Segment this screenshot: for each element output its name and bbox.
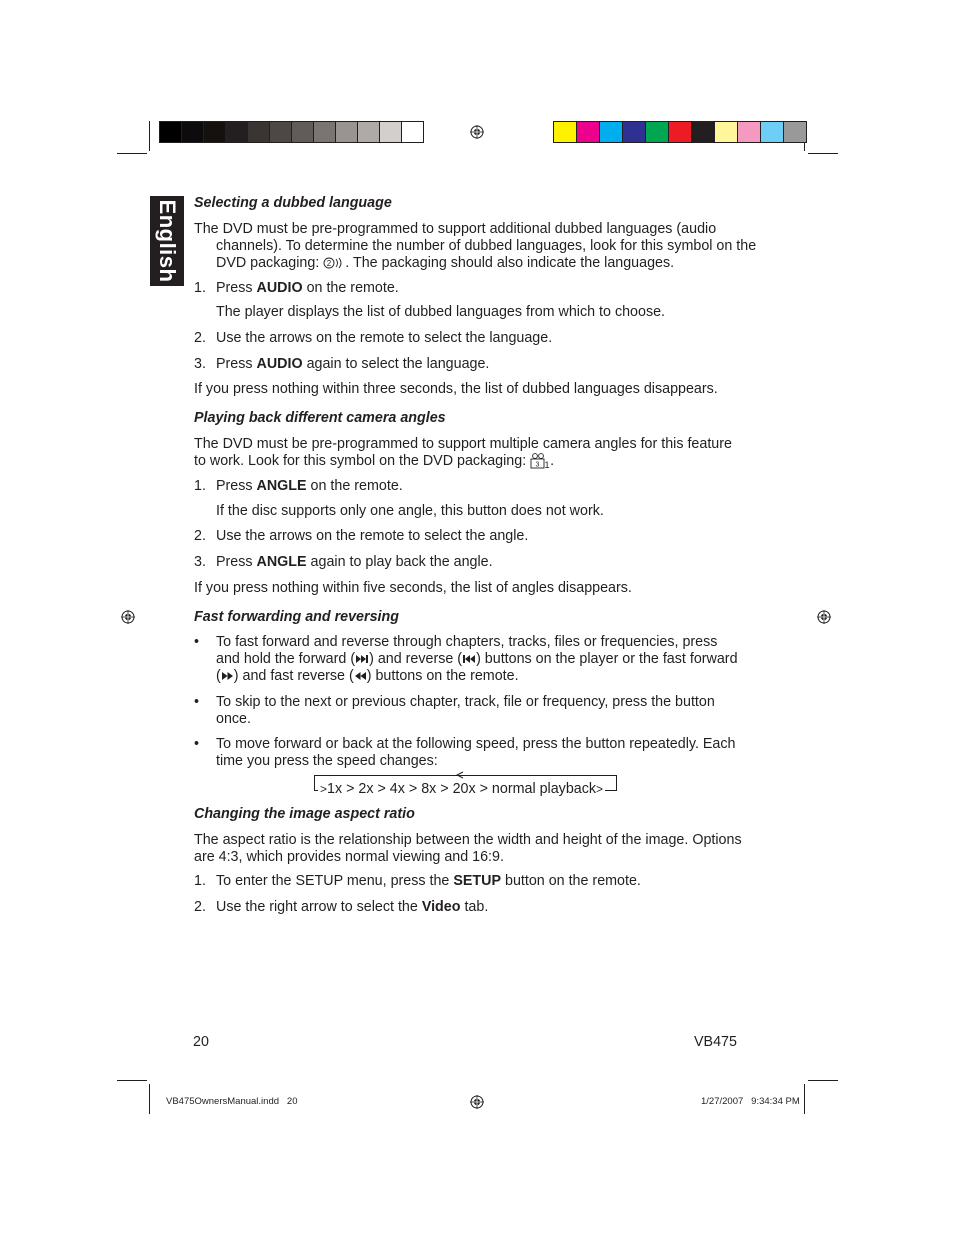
color-swatch (668, 122, 691, 142)
bullet-text-part: ) buttons on the remote. (366, 668, 519, 684)
button-name: SETUP (453, 873, 502, 889)
step-number: 1. (194, 280, 206, 296)
step-note: If the disc supports only one angle, this button does not work. (216, 503, 604, 519)
audio-channels-icon (323, 257, 345, 269)
color-swatch (313, 122, 335, 142)
color-swatch (379, 122, 401, 142)
camera-angle-icon (530, 453, 550, 469)
step-text: Press (216, 356, 257, 372)
color-swatch (760, 122, 783, 142)
color-swatch (714, 122, 737, 142)
color-swatch (622, 122, 645, 142)
color-swatch (576, 122, 599, 142)
section-heading: Playing back different camera angles (194, 410, 446, 426)
crop-mark (117, 1080, 147, 1081)
color-swatch (691, 122, 714, 142)
list-item (194, 694, 724, 728)
crop-mark (149, 1084, 150, 1114)
color-swatch (247, 122, 269, 142)
step-number: 3. (194, 554, 206, 570)
svg-text:1: 1 (544, 460, 550, 470)
color-swatch (401, 122, 423, 142)
step-text: Press (216, 280, 257, 296)
crop-mark (149, 121, 150, 151)
language-tab-label: English (155, 199, 180, 283)
step-text: on the remote. (306, 478, 403, 494)
registration-target-icon (470, 1095, 484, 1109)
list-item (194, 280, 399, 297)
step-number: 2. (194, 528, 206, 544)
list-item (194, 330, 552, 347)
color-swatch (554, 122, 576, 142)
step-note: The player displays the list of dubbed languages from which to choose. (216, 304, 666, 320)
slug-timestamp: 1/27/2007 9:34:34 PM (701, 1096, 800, 1107)
section-intro: The aspect ratio is the relationship between the width and height of the image. Options are 4:3, which provides normal viewing and 16:9. (194, 832, 742, 865)
button-name: ANGLE (256, 554, 307, 570)
process-color-bar (553, 121, 807, 143)
color-swatch (783, 122, 806, 142)
tab-name: Video (421, 899, 461, 915)
color-swatch (225, 122, 247, 142)
registration-target-icon (817, 610, 831, 624)
color-swatch (335, 122, 357, 142)
intro-text-end: . (550, 453, 555, 469)
step-text: button on the remote. (501, 873, 641, 889)
slug-filename: VB475OwnersManual.indd 20 (166, 1096, 298, 1107)
list-item (194, 528, 528, 545)
color-swatch (357, 122, 379, 142)
page-number: 20 (193, 1034, 209, 1050)
skip-back-icon (462, 654, 476, 664)
color-swatch (181, 122, 203, 142)
list-item (194, 356, 489, 373)
step-text: Use the arrows on the remote to select the angle. (216, 528, 529, 544)
section-intro (194, 436, 742, 470)
bullet-text: To skip to the next or previous chapter, track, file or frequency, press the button once. (216, 694, 715, 727)
crop-mark (808, 1080, 838, 1081)
list-item (194, 899, 488, 916)
step-number: 1. (194, 478, 206, 494)
list-item (194, 736, 742, 770)
step-text: again to select the language. (302, 356, 490, 372)
bullet-text-part: ) and reverse ( (369, 651, 463, 667)
bullet-text-part: ) and fast reverse ( (233, 668, 354, 684)
button-name: AUDIO (256, 280, 303, 296)
speed-sequence-text: 1x > 2x > 4x > 8x > 20x > normal playback (327, 781, 597, 797)
speed-sequence: >1x > 2x > 4x > 8x > 20x > normal playback> (320, 781, 604, 797)
bullet-text: To move forward or back at the following speed, press the button repeatedly. Each time you press the speed changes: (216, 736, 736, 769)
bullet-text-part: ) buttons on the player or the fast forward ( (216, 651, 738, 684)
registration-target-icon (470, 125, 484, 139)
step-text: Press (216, 478, 257, 494)
grayscale-color-bar (159, 121, 424, 143)
fast-forward-icon (221, 671, 234, 681)
section-heading: Selecting a dubbed language (194, 195, 392, 211)
crop-mark (804, 1084, 805, 1114)
color-swatch (599, 122, 622, 142)
list-item (194, 554, 493, 571)
color-swatch (737, 122, 760, 142)
language-tab (150, 196, 184, 286)
button-name: ANGLE (256, 478, 307, 494)
crop-mark (117, 153, 147, 154)
bullet-point: • (194, 736, 200, 752)
step-number: 2. (194, 899, 206, 915)
list-item (194, 634, 742, 685)
section-closing: If you press nothing within five seconds, the list of angles disappears. (194, 580, 632, 596)
color-swatch (645, 122, 668, 142)
step-text: Use the right arrow to select the (216, 899, 422, 915)
step-text: To enter the SETUP menu, press the (216, 873, 454, 889)
model-number: VB475 (694, 1034, 737, 1050)
section-closing: If you press nothing within three seconds, the list of dubbed languages disappears. (194, 381, 718, 397)
list-item (194, 873, 641, 890)
fast-reverse-icon (354, 671, 367, 681)
crop-mark (808, 153, 838, 154)
bullet-point: • (194, 634, 200, 650)
svg-text:3: 3 (535, 461, 540, 469)
color-swatch (160, 122, 181, 142)
intro-text: The DVD must be pre-programmed to support multiple camera angles for this feature to work. Look for this symbol on the DVD packaging: (194, 436, 732, 469)
step-number: 1. (194, 873, 206, 889)
color-swatch (291, 122, 313, 142)
step-text: on the remote. (302, 280, 399, 296)
bullet-text (216, 634, 742, 685)
registration-target-icon (121, 610, 135, 624)
button-name: AUDIO (256, 356, 303, 372)
list-item (194, 478, 403, 495)
step-text: again to play back the angle. (306, 554, 493, 570)
intro-text-end: . The packaging should also indicate the languages. (345, 255, 675, 271)
color-swatch (203, 122, 225, 142)
bullet-point: • (194, 694, 200, 710)
svg-text:2: 2 (327, 259, 332, 269)
skip-forward-icon (355, 654, 369, 664)
step-number: 3. (194, 356, 206, 372)
section-heading: Changing the image aspect ratio (194, 806, 415, 822)
section-intro (194, 221, 776, 272)
step-text: Use the arrows on the remote to select the language. (216, 330, 553, 346)
bullet-text-part: To fast forward and reverse through chapters, tracks, files or frequencies, press and hold the forward ( (216, 634, 718, 667)
section-heading: Fast forwarding and reversing (194, 609, 399, 625)
color-swatch (269, 122, 291, 142)
loop-arrow-icon (455, 771, 465, 779)
step-text: Press (216, 554, 257, 570)
intro-text: The DVD must be pre-programmed to support additional dubbed languages (audio channels). To determine the number of dubbed languages, look for this symbol on the DVD packaging: (194, 221, 757, 271)
step-number: 2. (194, 330, 206, 346)
step-text: tab. (460, 899, 489, 915)
